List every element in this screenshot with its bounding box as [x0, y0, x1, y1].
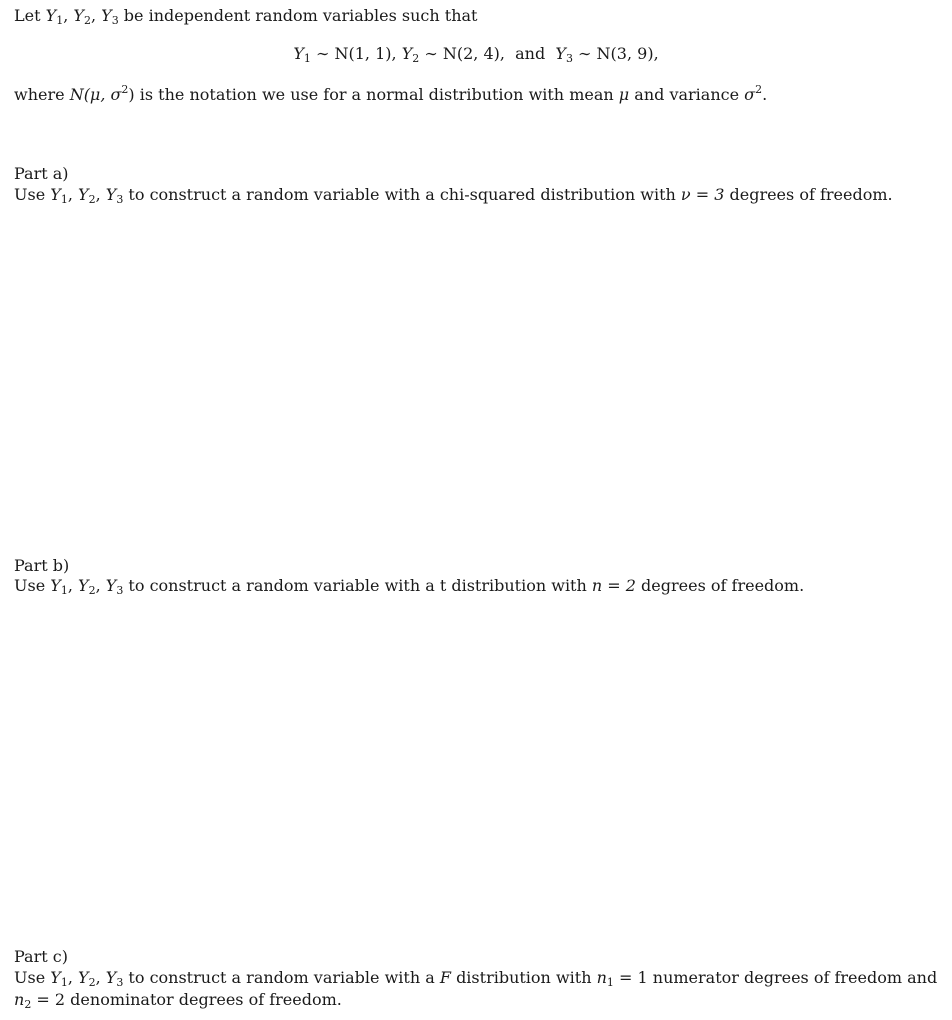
use-word: Use [14, 185, 46, 204]
var-y1: Y [293, 44, 304, 63]
var-y3: Y [555, 44, 566, 63]
where-word: where [14, 85, 65, 104]
notation-sup: 2 [121, 83, 129, 96]
sub-3: 3 [116, 193, 124, 206]
sub-2: 2 [88, 976, 96, 989]
use-word: Use [14, 576, 46, 595]
mu-symbol: μ [618, 85, 630, 104]
comma: , [67, 576, 73, 595]
intro-line-1 [14, 6, 477, 26]
n1-sub: 1 [606, 976, 614, 989]
n1-symbol: n [596, 968, 607, 987]
sub-2: 2 [412, 52, 420, 65]
sub-2: 2 [83, 14, 91, 27]
var-y1: Y [50, 576, 61, 595]
part-c-heading: Part c) [14, 947, 68, 966]
part-b-param: n = 2 [591, 576, 636, 595]
sub-3: 3 [116, 584, 124, 597]
part-c-body2: distribution with [456, 968, 592, 987]
part-a-tail: degrees of freedom. [729, 185, 893, 204]
use-word: Use [14, 968, 46, 987]
var-y2: Y [78, 968, 89, 987]
sub-1: 1 [60, 193, 68, 206]
tilde-symbol: ∼ [315, 44, 330, 63]
part-a-text [14, 185, 893, 205]
normal-notation: N(μ, σ [69, 85, 122, 104]
n2-eq: = 2 [36, 990, 66, 1009]
comma: , [90, 6, 97, 25]
part-a-heading: Part a) [14, 164, 69, 183]
notation-close: ) [128, 85, 135, 104]
sub-3: 3 [111, 14, 119, 27]
tilde-symbol: ∼ [578, 44, 592, 63]
var-y2: Y [78, 185, 89, 204]
var-y2: Y [401, 44, 413, 63]
n2-sub: 2 [24, 998, 32, 1011]
sub-3: 3 [565, 52, 573, 65]
sub-1: 1 [60, 584, 68, 597]
var-y1: Y [45, 6, 57, 25]
sub-2: 2 [88, 193, 96, 206]
part-c-tail1: numerator degrees of freedom and [652, 968, 938, 987]
dist-y2: N(2, 4), [442, 44, 505, 63]
part-b-tail: degrees of freedom. [641, 576, 805, 595]
var-y1: Y [50, 185, 61, 204]
part-c-tail2: denominator degrees of freedom. [70, 990, 342, 1009]
var-y2: Y [78, 576, 89, 595]
n2-symbol: n [14, 990, 25, 1009]
sub-2: 2 [88, 584, 96, 597]
part-b-text [14, 576, 804, 596]
period: . [762, 85, 768, 104]
distribution-display [0, 44, 952, 64]
var-y3: Y [101, 6, 112, 25]
comma: , [95, 968, 101, 987]
tilde-symbol: ∼ [424, 44, 438, 63]
intro-line3-and: and variance [634, 85, 740, 104]
intro-line3-middle: is the notation we use for a normal distribution with mean [139, 85, 614, 104]
part-b-body: to construct a random variable with a t distribution with [128, 576, 587, 595]
var-y3: Y [105, 185, 117, 204]
var-y3: Y [105, 968, 117, 987]
sub-1: 1 [56, 14, 64, 27]
comma: , [67, 968, 73, 987]
sub-3: 3 [116, 976, 124, 989]
intro-let: Let [14, 6, 41, 25]
part-b-heading: Part b) [14, 556, 70, 575]
sigma-sup: 2 [755, 83, 763, 96]
sub-1: 1 [303, 52, 311, 65]
intro-line1-suffix: be independent random variables such that [123, 6, 478, 25]
part-c-text-line1 [14, 968, 937, 988]
n1-eq: = 1 [619, 968, 648, 987]
sigma-symbol: σ [744, 85, 756, 104]
dist-y1: N(1, 1), [334, 44, 397, 63]
part-a-body: to construct a random variable with a chi-squared distribution with [128, 185, 676, 204]
f-symbol: F [439, 968, 451, 987]
dist-y3: N(3, 9), [596, 44, 659, 63]
var-y2: Y [73, 6, 84, 25]
comma: , [67, 185, 73, 204]
intro-line-3 [14, 85, 767, 105]
part-c-body: to construct a random variable with a [128, 968, 435, 987]
dist-and: and [515, 44, 546, 63]
var-y1: Y [50, 968, 61, 987]
comma: , [95, 185, 101, 204]
comma: , [95, 576, 101, 595]
comma: , [63, 6, 69, 25]
part-a-param: ν = 3 [680, 185, 725, 204]
part-c-text-line2 [14, 990, 342, 1010]
var-y3: Y [105, 576, 117, 595]
sub-1: 1 [60, 976, 68, 989]
